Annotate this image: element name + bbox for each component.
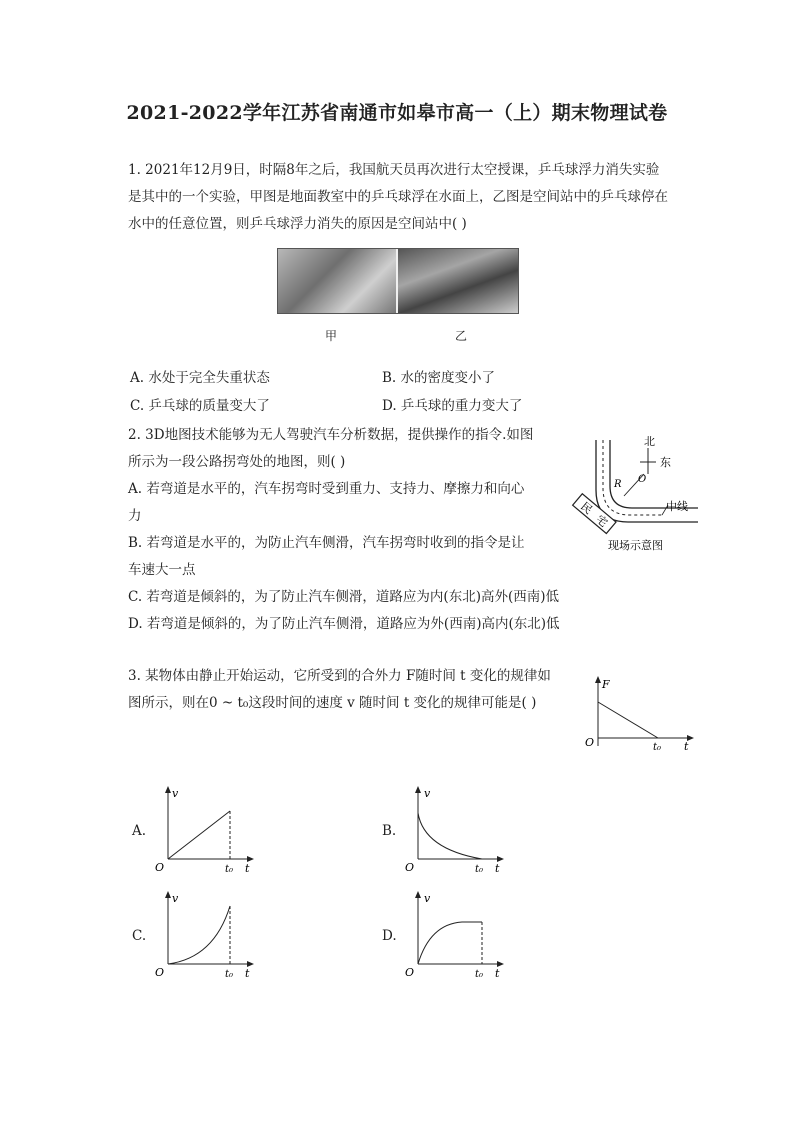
q2-option-b-line1: B. 若弯道是水平的，为防止汽车侧滑，汽车拐弯时收到的指令是让	[128, 535, 525, 551]
svg-text:O: O	[405, 966, 415, 979]
q2-option-b-line2: 车速大一点	[128, 562, 196, 578]
q3-option-b-label: B.	[382, 823, 397, 839]
q2-road-map	[562, 430, 702, 560]
v-curve-saturating	[418, 922, 482, 964]
svg-text:t₀: t₀	[225, 969, 234, 980]
road-inner-edge	[610, 440, 698, 508]
q3-option-a-label: A.	[132, 823, 147, 839]
origin-label: O	[585, 736, 595, 749]
svg-text:t₀: t₀	[475, 864, 484, 875]
v-curve-linear	[168, 811, 230, 859]
page-title: 2021-2022学年江苏省南通市如皋市高一（上）期末物理试卷	[126, 102, 668, 124]
svg-text:t: t	[495, 862, 500, 875]
q1-option-b: B. 水的密度变小了	[382, 370, 496, 386]
f-axis-arrow	[595, 676, 601, 683]
center-label: O	[638, 474, 647, 485]
q3-line2: 图所示，则在0 ~ t₀这段时间的速度 v 随时间 t 变化的规律可能是( )	[128, 695, 537, 711]
compass-east: 东	[660, 456, 671, 469]
q2-option-a-line1: A. 若弯道是水平的，汽车拐弯时受到重力、支持力、摩擦力和向心	[128, 481, 525, 497]
q1-option-c: C. 乒乓球的质量变大了	[130, 398, 270, 414]
q3-option-a-graph	[150, 783, 260, 878]
map-caption: 现场示意图	[608, 539, 663, 552]
q3-option-c-label: C.	[132, 928, 147, 944]
q1-photo	[277, 248, 519, 314]
compass-north: 北	[644, 435, 655, 448]
house-label-1: 民	[578, 499, 595, 517]
svg-text:t: t	[245, 967, 250, 980]
q2-line2: 所示为一段公路拐弯处的地图，则( )	[128, 454, 346, 470]
q1-line1: 1. 2021年12月9日，时隔8年之后，我国航天员再次进行太空授课，乒乓球浮力消失实验	[128, 162, 660, 178]
q3-option-c-graph	[150, 888, 260, 983]
t-label: t	[684, 740, 689, 753]
photo-space-station	[398, 249, 518, 313]
svg-text:t: t	[245, 862, 250, 875]
v-curve-accelerating	[168, 906, 230, 964]
svg-text:t₀: t₀	[225, 864, 234, 875]
photo-classroom	[278, 249, 396, 313]
svg-text:O: O	[155, 966, 165, 979]
svg-text:v: v	[424, 787, 431, 800]
house-label-2: 宅	[593, 512, 611, 530]
q1-option-a: A. 水处于完全失重状态	[130, 370, 270, 386]
q3-force-graph	[580, 674, 700, 754]
q3-option-d-graph	[400, 888, 510, 983]
house-block	[573, 494, 616, 534]
q2-option-a-line2: 力	[128, 508, 142, 524]
q1-line3: 水中的任意位置，则乒乓球浮力消失的原因是空间站中( )	[128, 216, 467, 232]
svg-text:t₀: t₀	[475, 969, 484, 980]
svg-text:v: v	[172, 787, 179, 800]
centerline-label: 中线	[666, 500, 688, 513]
q2-option-d: D. 若弯道是倾斜的，为了防止汽车侧滑，道路应为外(西南)高内(东北)低	[128, 616, 560, 632]
svg-text:O: O	[155, 861, 165, 874]
f-label: F	[602, 678, 610, 691]
q1-line2: 是其中的一个实验，甲图是地面教室中的乒乓球浮在水面上，乙图是空间站中的乒乓球停在	[128, 189, 668, 205]
radius-label: R	[614, 479, 622, 490]
q2-line1: 2. 3D地图技术能够为无人驾驶汽车分析数据，提供操作的指令.如图	[128, 427, 534, 443]
q2-option-c: C. 若弯道是倾斜的，为了防止汽车侧滑，道路应为内(东北)高外(西南)低	[128, 589, 559, 605]
q3-option-b-graph	[400, 783, 510, 878]
v-curve-decreasing	[418, 813, 482, 859]
q1-caption-yi: 乙	[455, 329, 468, 343]
svg-text:O: O	[405, 861, 415, 874]
q3-line1: 3. 某物体由静止开始运动，它所受到的合外力 F随时间 t 变化的规律如	[128, 668, 551, 684]
t0-label: t₀	[653, 742, 662, 753]
svg-text:t: t	[495, 967, 500, 980]
q1-caption-jia: 甲	[325, 329, 338, 343]
force-line	[598, 702, 658, 738]
q1-option-d: D. 乒乓球的重力变大了	[382, 398, 523, 414]
road-centerline	[603, 440, 662, 515]
svg-text:v: v	[172, 892, 179, 905]
svg-text:v: v	[424, 892, 431, 905]
q3-option-d-label: D.	[382, 928, 397, 944]
